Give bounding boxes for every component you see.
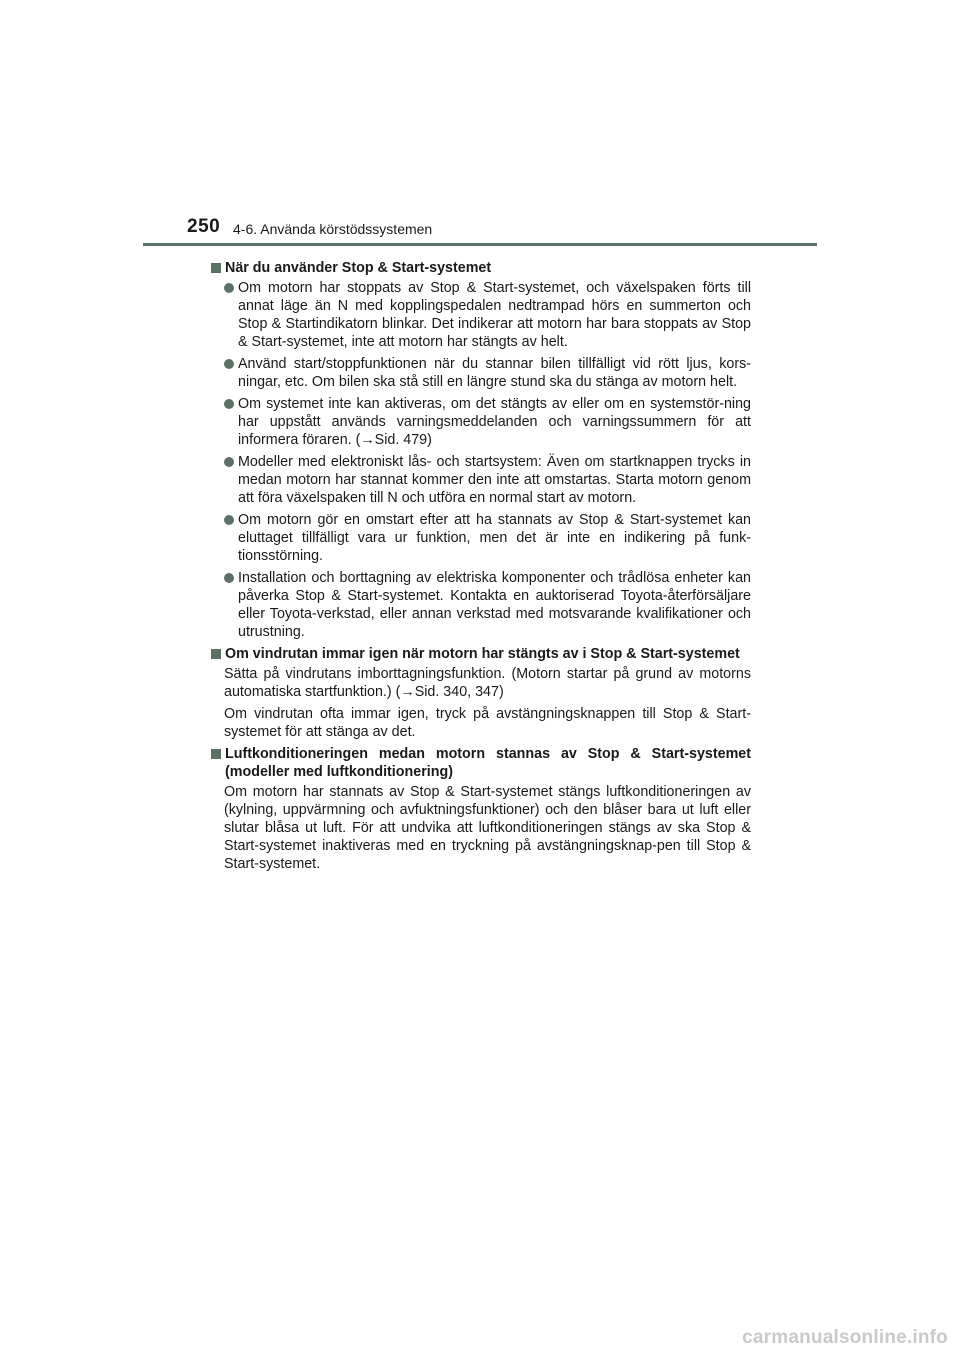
circle-bullet-icon	[224, 515, 234, 525]
section-heading-text: När du använder Stop & Start-systemet	[225, 260, 492, 276]
section-heading	[211, 745, 751, 781]
list-item-text: Om motorn har stoppats av Stop & Start-systemet, och växelspaken förts till annat läge än N med kopplingspedalen nedtrampad hörs en summerton och Stop & Startindikatorn blinkar. Det indikerar att motorn har bara stoppats av Stop & Start-systemet, inte att motorn har stängts av helt.	[238, 280, 751, 350]
square-bullet-icon	[211, 649, 221, 659]
section-heading-text: Luftkonditioneringen medan motorn stannas av Stop & Start-systemet (modeller med luftkonditionering)	[225, 746, 751, 780]
circle-bullet-icon	[224, 399, 234, 409]
list-item	[224, 511, 751, 565]
watermark: carmanualsonline.info	[742, 1327, 948, 1348]
list-item	[224, 569, 751, 641]
list-item	[224, 395, 751, 449]
circle-bullet-icon	[224, 359, 234, 369]
section-title: 4-6. Använda körstödssystemen	[233, 221, 433, 237]
list-item-text: Använd start/stoppfunktionen när du stannar bilen tillfälligt vid rött ljus, kors-ningar, etc. Om bilen ska stå still en längre stund ska du stänga av motorn helt.	[238, 356, 751, 390]
list-item	[224, 453, 751, 507]
list-item-text: Om motorn gör en omstart efter att ha stannats av Stop & Start-systemet kan eluttaget tillfälligt vara ur funktion, men det är inte en indikering på funk-tionsstörning.	[238, 512, 751, 564]
circle-bullet-icon	[224, 283, 234, 293]
list-item-text: Modeller med elektroniskt lås- och startsystem: Även om startknappen trycks in medan motorn har stannat kommer den inte att omstartas. Starta motorn genom att föra växelspaken till N och utföra en normal start av motorn.	[238, 454, 751, 506]
paragraph: Sätta på vindrutans imborttagningsfunktion. (Motorn startar på grund av motorns automatiska startfunktion.) (→Sid. 340, 347)	[224, 666, 751, 700]
page-header	[0, 0, 960, 250]
header-divider	[143, 243, 817, 246]
list-item-text: Om systemet inte kan aktiveras, om det stängts av eller om en systemstör-ning har uppstått används varningsmeddelanden och varningssummern för att informera föraren. (→Sid. 479)	[238, 396, 751, 448]
square-bullet-icon	[211, 263, 221, 273]
circle-bullet-icon	[224, 457, 234, 467]
square-bullet-icon	[211, 749, 221, 759]
section-heading	[211, 259, 751, 277]
circle-bullet-icon	[224, 573, 234, 583]
page-content	[211, 255, 751, 877]
section-heading	[211, 645, 751, 663]
paragraph: Om motorn har stannats av Stop & Start-systemet stängs luftkonditioneringen av (kylning, uppvärmning och avfuktningsfunktioner) och den blåser bara ut luft eller slutar blåsa ut luft. För att undvika att luftkonditioneringen stängs av ska Stop & Start-systemet inaktiveras med en tryckning på avstängningsknap-pen till Stop & Start-systemet.	[224, 784, 751, 872]
list-item-text: Installation och borttagning av elektriska komponenter och trådlösa enheter kan påverka Stop & Start-systemet. Kontakta en auktoriserad Toyota-återförsäljare eller Toyota-verkstad, eller annan verkstad med motsvarande kvalifikationer och utrustning.	[238, 570, 751, 640]
list-item	[224, 355, 751, 391]
paragraph: Om vindrutan ofta immar igen, tryck på avstängningsknappen till Stop & Start-systemet för att stänga av det.	[224, 706, 751, 740]
page-number: 250	[187, 216, 221, 237]
section-heading-text: Om vindrutan immar igen när motorn har stängts av i Stop & Start-systemet	[225, 646, 740, 662]
list-item	[224, 279, 751, 351]
